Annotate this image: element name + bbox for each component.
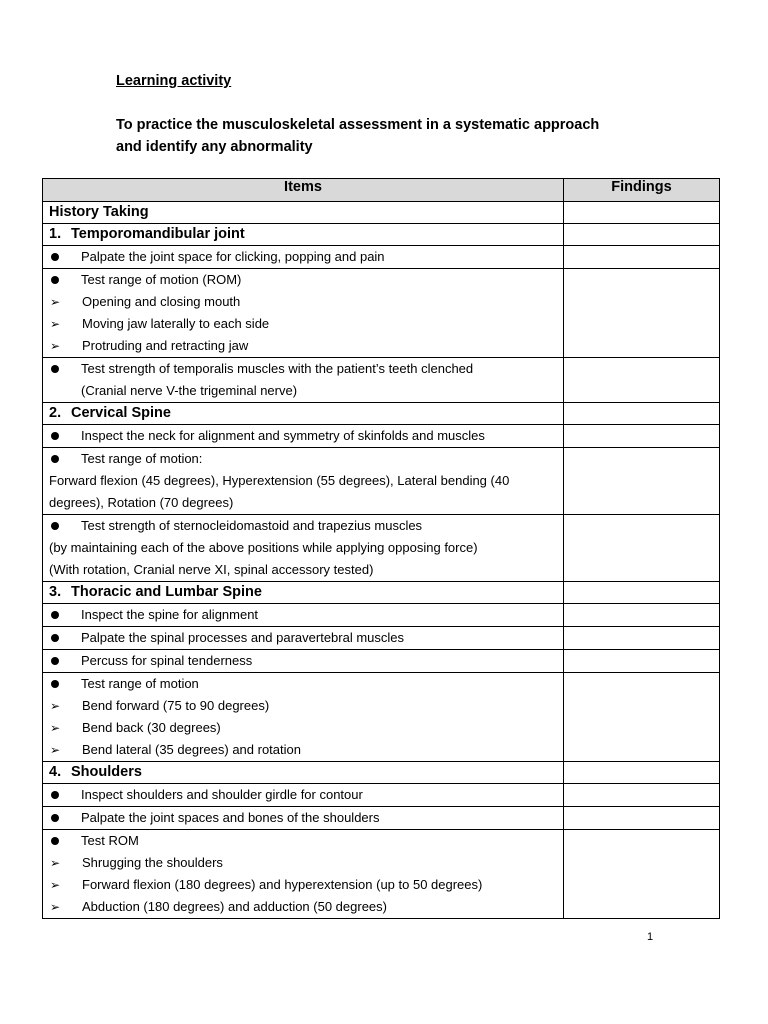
arrow-bullet-icon: ➢ [50, 339, 61, 353]
item-cell [43, 425, 564, 448]
document-title: Learning activity [116, 73, 232, 89]
table-row [43, 202, 720, 224]
table-row [43, 650, 720, 673]
item-cell [43, 515, 564, 582]
bullet-icon [51, 432, 59, 440]
item-detail: Forward flexion (45 degrees), Hyperextension (55 degrees), Lateral bending (40 [49, 473, 510, 488]
sub-item-text: Abduction (180 degrees) and adduction (50 degrees) [82, 899, 387, 914]
item-detail: degrees), Rotation (70 degrees) [49, 495, 234, 510]
item-text: Test ROM [81, 833, 139, 848]
table-row [43, 784, 720, 807]
item-text-continued: (Cranial nerve V-the trigeminal nerve) [81, 383, 298, 398]
findings-cell [564, 627, 720, 650]
bullet-icon [51, 680, 59, 688]
section-number: 3. [49, 584, 62, 600]
table-row [43, 673, 720, 762]
item-text: Test range of motion (ROM) [81, 272, 242, 287]
table-row [43, 269, 720, 358]
table-row [43, 582, 720, 604]
bullet-icon [51, 814, 59, 822]
bullet-icon [51, 522, 59, 530]
findings-cell [564, 403, 720, 425]
findings-cell [564, 425, 720, 448]
item-text: Test strength of temporalis muscles with the patient’s teeth clenched [81, 361, 474, 376]
objective-text [116, 114, 656, 158]
findings-cell [564, 807, 720, 830]
section-heading-cervical [43, 403, 564, 425]
header-items: Items [43, 179, 564, 202]
item-detail: (by maintaining each of the above positions while applying opposing force) [49, 540, 478, 555]
item-text: Test range of motion [81, 676, 199, 691]
sub-item-text: Moving jaw laterally to each side [82, 316, 270, 331]
findings-cell [564, 358, 720, 403]
sub-item-text: Shrugging the shoulders [82, 855, 223, 870]
findings-cell [564, 830, 720, 919]
section-title: Temporomandibular joint [71, 226, 245, 242]
item-text: Palpate the joint space for clicking, popping and pain [81, 249, 385, 264]
arrow-bullet-icon: ➢ [50, 856, 61, 870]
item-text: Inspect the spine for alignment [81, 607, 259, 622]
item-cell [43, 604, 564, 627]
table-row [43, 830, 720, 919]
bullet-icon [51, 253, 59, 261]
item-text: Test range of motion: [81, 451, 203, 466]
section-title: Cervical Spine [71, 405, 171, 421]
table-row [43, 358, 720, 403]
section-history-taking: History Taking [43, 202, 564, 224]
arrow-bullet-icon: ➢ [50, 743, 61, 757]
item-cell [43, 673, 564, 762]
findings-cell [564, 224, 720, 246]
findings-cell [564, 269, 720, 358]
assessment-table [42, 178, 720, 919]
table-header-row [43, 179, 720, 202]
header-findings: Findings [564, 179, 720, 202]
item-cell [43, 784, 564, 807]
item-text: Palpate the spinal processes and paravertebral muscles [81, 630, 405, 645]
table-row [43, 246, 720, 269]
section-title: Thoracic and Lumbar Spine [71, 584, 262, 600]
bullet-icon [51, 791, 59, 799]
item-text: Inspect the neck for alignment and symmetry of skinfolds and muscles [81, 428, 485, 443]
findings-cell [564, 650, 720, 673]
findings-cell [564, 448, 720, 515]
item-cell [43, 807, 564, 830]
sub-item-text: Bend lateral (35 degrees) and rotation [82, 742, 301, 757]
item-cell [43, 830, 564, 919]
findings-cell [564, 604, 720, 627]
bullet-icon [51, 365, 59, 373]
table-row [43, 762, 720, 784]
item-cell [43, 246, 564, 269]
item-text: Test strength of sternocleidomastoid and trapezius muscles [81, 518, 423, 533]
table-row [43, 224, 720, 246]
bullet-icon [51, 837, 59, 845]
arrow-bullet-icon: ➢ [50, 900, 61, 914]
table-row [43, 425, 720, 448]
table-row [43, 515, 720, 582]
item-text: Inspect shoulders and shoulder girdle for contour [81, 787, 363, 802]
section-number: 4. [49, 764, 62, 780]
item-text: Percuss for spinal tenderness [81, 653, 253, 668]
table-row [43, 448, 720, 515]
section-number: 1. [49, 226, 62, 242]
arrow-bullet-icon: ➢ [50, 699, 61, 713]
item-detail: (With rotation, Cranial nerve XI, spinal accessory tested) [49, 562, 374, 577]
section-number: 2. [49, 405, 62, 421]
page-number: 1 [646, 931, 654, 943]
item-cell [43, 269, 564, 358]
findings-cell [564, 784, 720, 807]
arrow-bullet-icon: ➢ [50, 721, 61, 735]
bullet-icon [51, 657, 59, 665]
table-row [43, 604, 720, 627]
bullet-icon [51, 611, 59, 619]
sub-item-text: Protruding and retracting jaw [82, 338, 249, 353]
objective-line-2: and identify any abnormality [116, 139, 313, 155]
findings-cell [564, 673, 720, 762]
item-cell [43, 358, 564, 403]
table-row [43, 627, 720, 650]
section-title: Shoulders [71, 764, 142, 780]
bullet-icon [51, 276, 59, 284]
objective-line-1: To practice the musculoskeletal assessment in a systematic approach [116, 117, 600, 133]
findings-cell [564, 582, 720, 604]
section-heading-tmj [43, 224, 564, 246]
bullet-icon [51, 455, 59, 463]
item-cell [43, 448, 564, 515]
findings-cell [564, 762, 720, 784]
section-heading-thoracic [43, 582, 564, 604]
section-heading-shoulders [43, 762, 564, 784]
item-cell [43, 627, 564, 650]
arrow-bullet-icon: ➢ [50, 878, 61, 892]
table-row [43, 807, 720, 830]
sub-item-text: Bend forward (75 to 90 degrees) [82, 698, 270, 713]
table-row [43, 403, 720, 425]
sub-item-text: Forward flexion (180 degrees) and hyperextension (up to 50 degrees) [82, 877, 483, 892]
item-text: Palpate the joint spaces and bones of the shoulders [81, 810, 380, 825]
findings-cell [564, 202, 720, 224]
item-cell [43, 650, 564, 673]
arrow-bullet-icon: ➢ [50, 317, 61, 331]
sub-item-text: Bend back (30 degrees) [82, 720, 221, 735]
findings-cell [564, 246, 720, 269]
findings-cell [564, 515, 720, 582]
sub-item-text: Opening and closing mouth [82, 294, 241, 309]
arrow-bullet-icon: ➢ [50, 295, 61, 309]
bullet-icon [51, 634, 59, 642]
